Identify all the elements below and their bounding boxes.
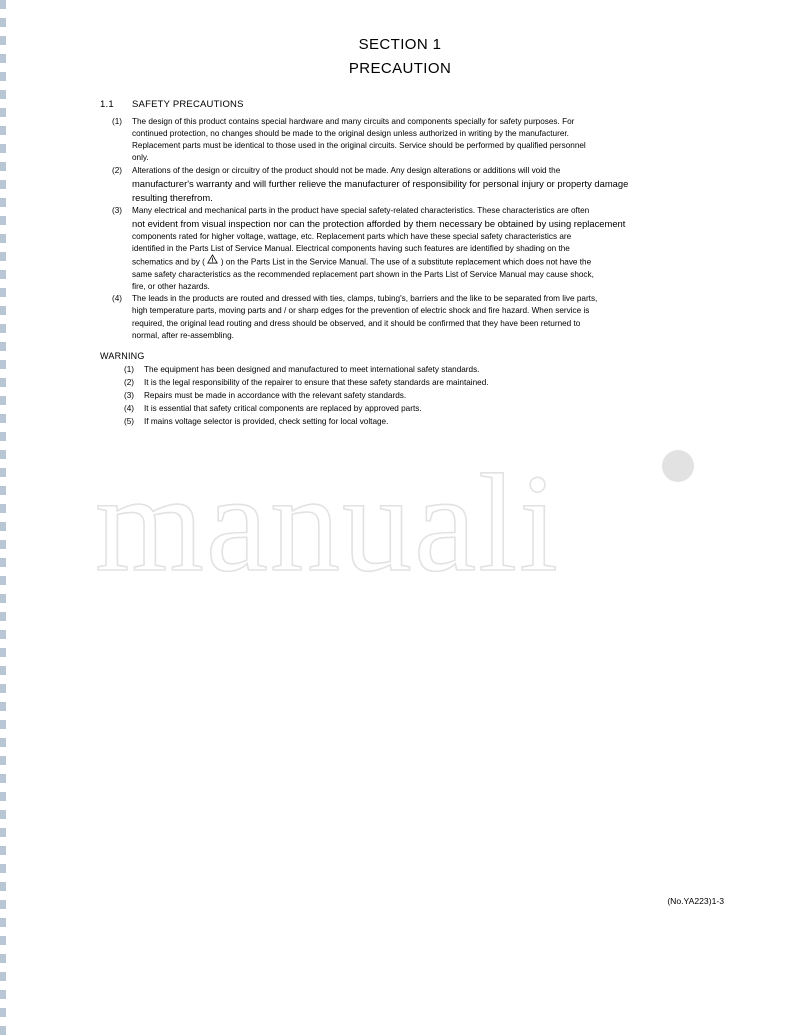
item-number: (2) xyxy=(112,165,123,175)
item-line: fire, or other hazards. xyxy=(132,282,210,292)
watermark xyxy=(95,448,707,593)
list-item xyxy=(112,205,710,294)
list-item xyxy=(112,116,710,165)
list-item xyxy=(112,165,710,205)
warning-triangle-icon xyxy=(205,254,221,268)
item-line: same safety characteristics as the recommended replacement part shown in the Parts List of Service Manual may cause shock, xyxy=(132,269,594,279)
item-line: Replacement parts must be identical to those used in the original circuits. Service should be performed by qualified personnel xyxy=(132,141,586,151)
list-item xyxy=(124,390,800,403)
watermark-text: manuali xyxy=(95,448,560,593)
section-title: SECTION 1 xyxy=(358,36,442,53)
item-text: It is the legal responsibility of the repairer to ensure that these safety standards are maintained. xyxy=(144,377,489,387)
item-line: Many electrical and mechanical parts in the product have special safety-related characteristics. These characteristics are often xyxy=(132,205,590,215)
item-number: (4) xyxy=(124,403,135,413)
item-line: The leads in the products are routed and dressed with ties, clamps, tubing's, barriers and the like to be separated from live parts, xyxy=(132,294,598,304)
item-body xyxy=(132,205,710,294)
item-line-part: ) on the Parts List in the Service Manual. The use of a substitute replacement which does not have the xyxy=(220,257,592,267)
item-line: Alterations of the design or circuitry of the product should not be made. Any design alterations or additions will void the xyxy=(132,165,561,175)
item-line: The design of this product contains special hardware and many circuits and components specially for safety purposes. For xyxy=(132,117,575,126)
item-number: (1) xyxy=(124,364,135,374)
list-item xyxy=(112,293,710,342)
list-item xyxy=(124,364,800,377)
item-line: components rated for higher voltage, wattage, etc. Replacement parts which have these special safety characteristics are xyxy=(132,231,572,241)
item-number: (5) xyxy=(124,416,135,426)
precautions-list xyxy=(0,116,800,342)
page-footer: (No.YA223)1-3 xyxy=(667,896,724,906)
item-line: required, the original lead routing and dress should be observed, and it should be confirmed that they have been returned to xyxy=(132,318,581,328)
item-body xyxy=(132,293,710,342)
section-subtitle: PRECAUTION xyxy=(348,60,452,77)
item-number: (3) xyxy=(112,205,123,215)
item-line: normal, after re-assembling. xyxy=(132,330,234,340)
item-line: identified in the Parts List of Service Manual. Electrical components having such features are identified by shading on the xyxy=(132,243,570,253)
warning-title: WARNING xyxy=(100,350,145,361)
list-item xyxy=(124,377,800,390)
item-text: The equipment has been designed and manufactured to meet international safety standards. xyxy=(144,364,480,374)
item-text: Repairs must be made in accordance with the relevant safety standards. xyxy=(144,390,407,400)
heading-number: 1.1 xyxy=(100,99,114,110)
item-line: only. xyxy=(132,153,149,163)
item-number: (3) xyxy=(124,390,135,400)
item-text: It is essential that safety critical components are replaced by approved parts. xyxy=(144,403,422,413)
item-number: (4) xyxy=(112,294,123,304)
item-text: If mains voltage selector is provided, check setting for local voltage. xyxy=(144,416,389,426)
list-item xyxy=(124,416,800,429)
item-line: continued protection, no changes should be made to the original design unless authorized in writing by the manufacturer. xyxy=(132,129,569,139)
heading-safety-precautions xyxy=(0,99,800,110)
warning-list xyxy=(0,364,800,429)
page-edge-decoration xyxy=(0,0,6,1036)
item-line: not evident from visual inspection nor can the protection afforded by them necessary be obtained by using replacement xyxy=(132,217,626,229)
list-item xyxy=(124,403,800,416)
item-body xyxy=(132,165,710,205)
item-body xyxy=(132,116,710,165)
item-line: resulting therefrom. xyxy=(132,191,213,203)
item-line: manufacturer's warranty and will further relieve the manufacturer of responsibility for personal injury or property damage xyxy=(132,177,629,189)
heading-label: SAFETY PRECAUTIONS xyxy=(132,99,244,110)
item-number: (2) xyxy=(124,377,135,387)
item-line: high temperature parts, moving parts and / or sharp edges for the prevention of electric shock and fire hazard. When service is xyxy=(132,306,590,316)
item-line-part: schematics and by ( xyxy=(132,257,205,267)
item-line-with-symbol xyxy=(132,255,710,269)
item-number: (1) xyxy=(112,117,123,126)
